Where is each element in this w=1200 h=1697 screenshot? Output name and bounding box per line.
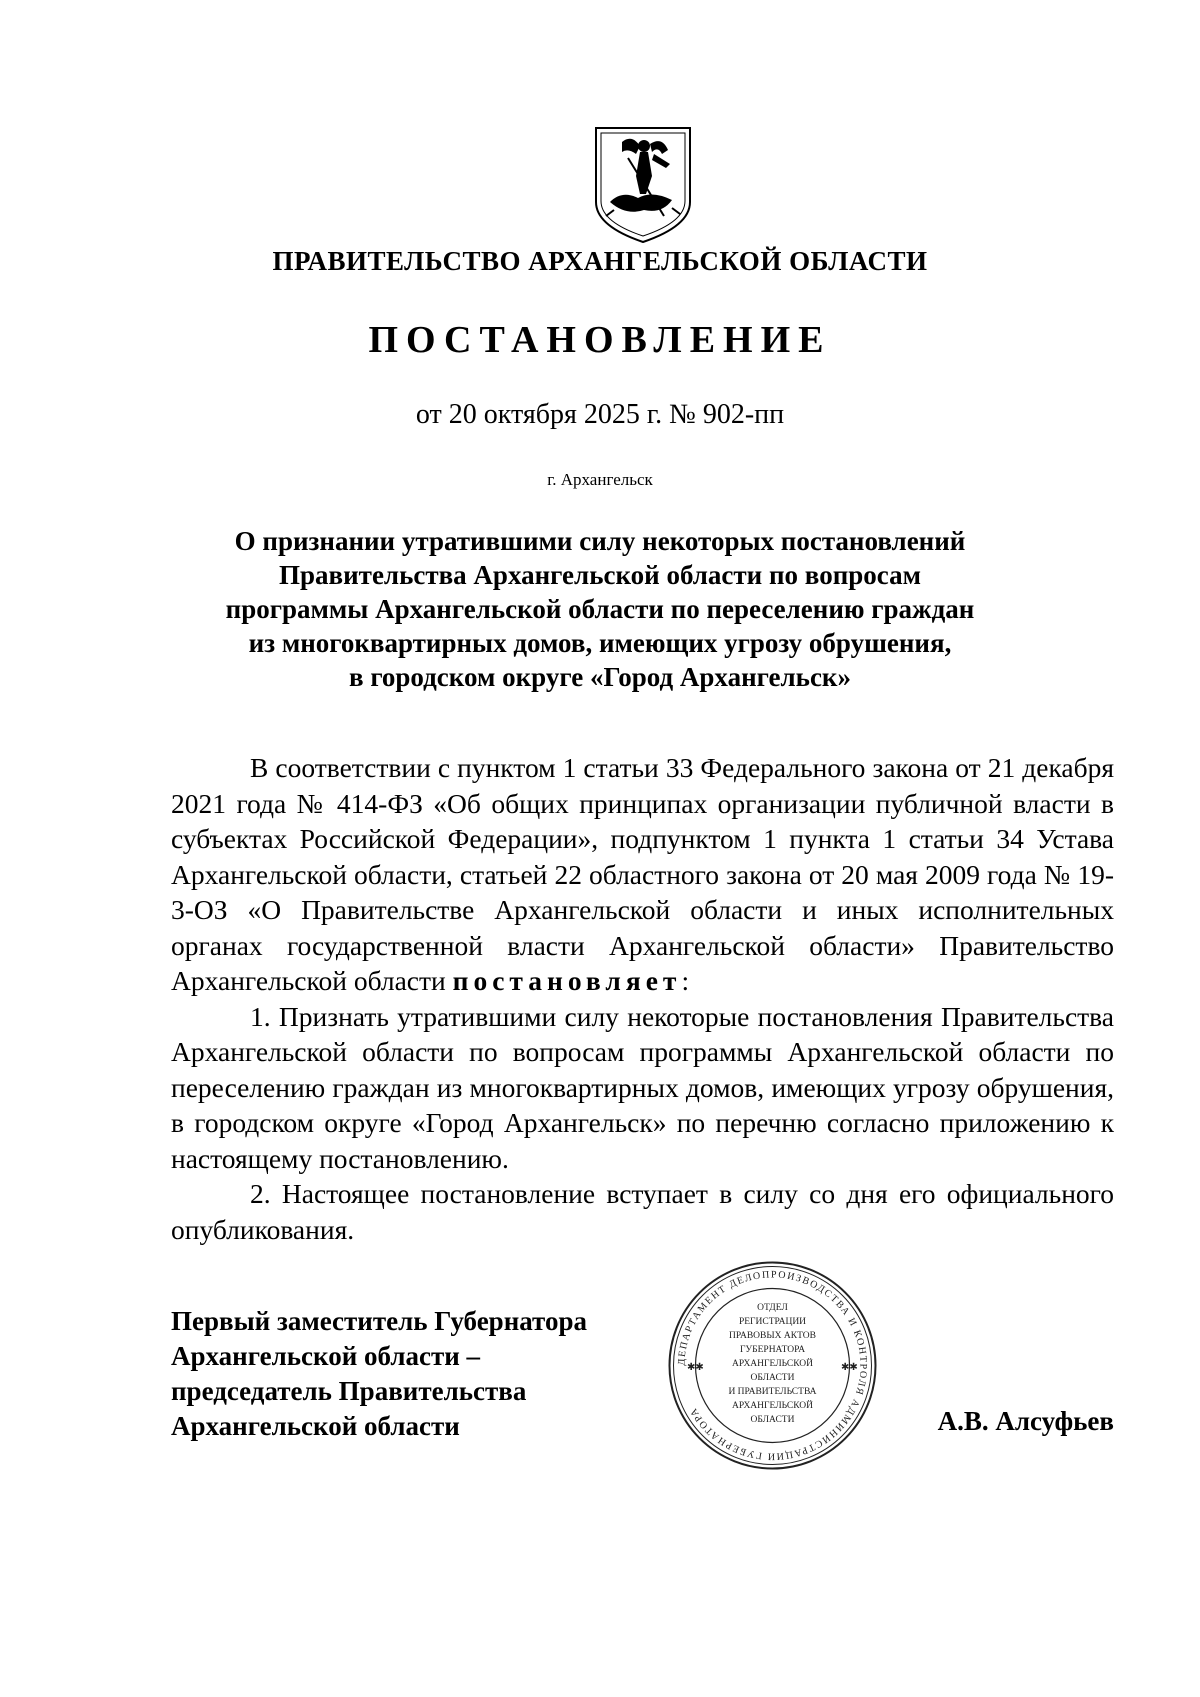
stamp-star-icon: ✱✱	[841, 1362, 858, 1373]
stamp-line: АРХАНГЕЛЬСКОЙ	[731, 1401, 814, 1411]
item-1-paragraph: 1. Признать утратившими силу некоторые постановления Правительства Архангельской области по вопросам программы Архангельской области по переселению граждан из многоквартирных домов, имеющих угрозу обрушения, в городском округе «Город Архангельск» по перечню согласно приложению к настоящему постановлению.	[171, 1000, 1114, 1174]
stamp-line: РЕГИСТРАЦИИ	[738, 1317, 807, 1327]
document-body	[171, 750, 1114, 1247]
position-line: Архангельской области –	[171, 1341, 481, 1371]
position-line: Первый заместитель Губернатора	[171, 1306, 587, 1336]
stamp-line: ОТДЕЛ	[757, 1303, 788, 1313]
document-title	[200, 524, 1000, 694]
title-line: в городском округе «Город Архангельск»	[348, 662, 851, 692]
document-date-number: от 20 октября 2025 г. № 902-пп	[415, 399, 785, 430]
title-line: О признании утратившими силу некоторых постановлений	[234, 526, 966, 556]
item-2-paragraph: 2. Настоящее постановление вступает в силу со дня его официального опубликования.	[171, 1178, 1114, 1245]
stamp-star-icon: ✱✱	[687, 1362, 704, 1373]
stamp-line: И ПРАВИТЕЛЬСТВА	[728, 1387, 817, 1397]
coat-of-arms-emblem	[592, 124, 694, 246]
preamble-text: В соответствии с пунктом 1 статьи 33 Федерального закона от 21 декабря 2021 года № 414-ФЗ «Об общих принципах организации публичной власти в субъектах Российской Федерации», подпунктом 1 пункта 1 статьи 34 Устава Архангельской области, статьей 22 областного закона от 20 мая 2009 года № 19-3-ОЗ «О Правительстве Архангельской области и иных исполнительных органах государственной власти Архангельской области» Правительство Архангельской области	[171, 752, 1114, 996]
signatory-position	[171, 1304, 587, 1444]
organization-name: ПРАВИТЕЛЬСТВО АРХАНГЕЛЬСКОЙ ОБЛАСТИ	[272, 246, 928, 276]
resolves-colon: :	[681, 965, 690, 996]
stamp-line: ПРАВОВЫХ АКТОВ	[729, 1331, 816, 1341]
stamp-line: ОБЛАСТИ	[750, 1373, 795, 1383]
position-line: Архангельской области	[171, 1411, 460, 1441]
preamble-paragraph	[171, 750, 1114, 999]
resolves-word: постановляет	[452, 965, 682, 996]
title-line: программы Архангельской области по переселению граждан	[225, 594, 975, 624]
document-type: ПОСТАНОВЛЕНИЕ	[368, 319, 832, 361]
title-line: Правительства Архангельской области по вопросам	[279, 560, 921, 590]
stamp-line: АРХАНГЕЛЬСКОЙ	[731, 1359, 814, 1369]
official-stamp	[665, 1258, 880, 1473]
signatory-name: А.В. Алсуфьев	[937, 1406, 1114, 1436]
stamp-outer-text: ДЕПАРТАМЕНТ ДЕЛОПРОИЗВОДСТВА И КОНТРОЛЯ АДМИНИСТРАЦИИ ГУБЕРНАТОРА	[676, 1269, 869, 1462]
document-city: г. Архангельск	[547, 470, 653, 489]
stamp-line: ГУБЕРНАТОРА	[739, 1345, 806, 1355]
position-line: председатель Правительства	[171, 1376, 527, 1406]
stamp-line: ОБЛАСТИ	[750, 1415, 795, 1425]
title-line: из многоквартирных домов, имеющих угрозу обрушения,	[248, 628, 952, 658]
